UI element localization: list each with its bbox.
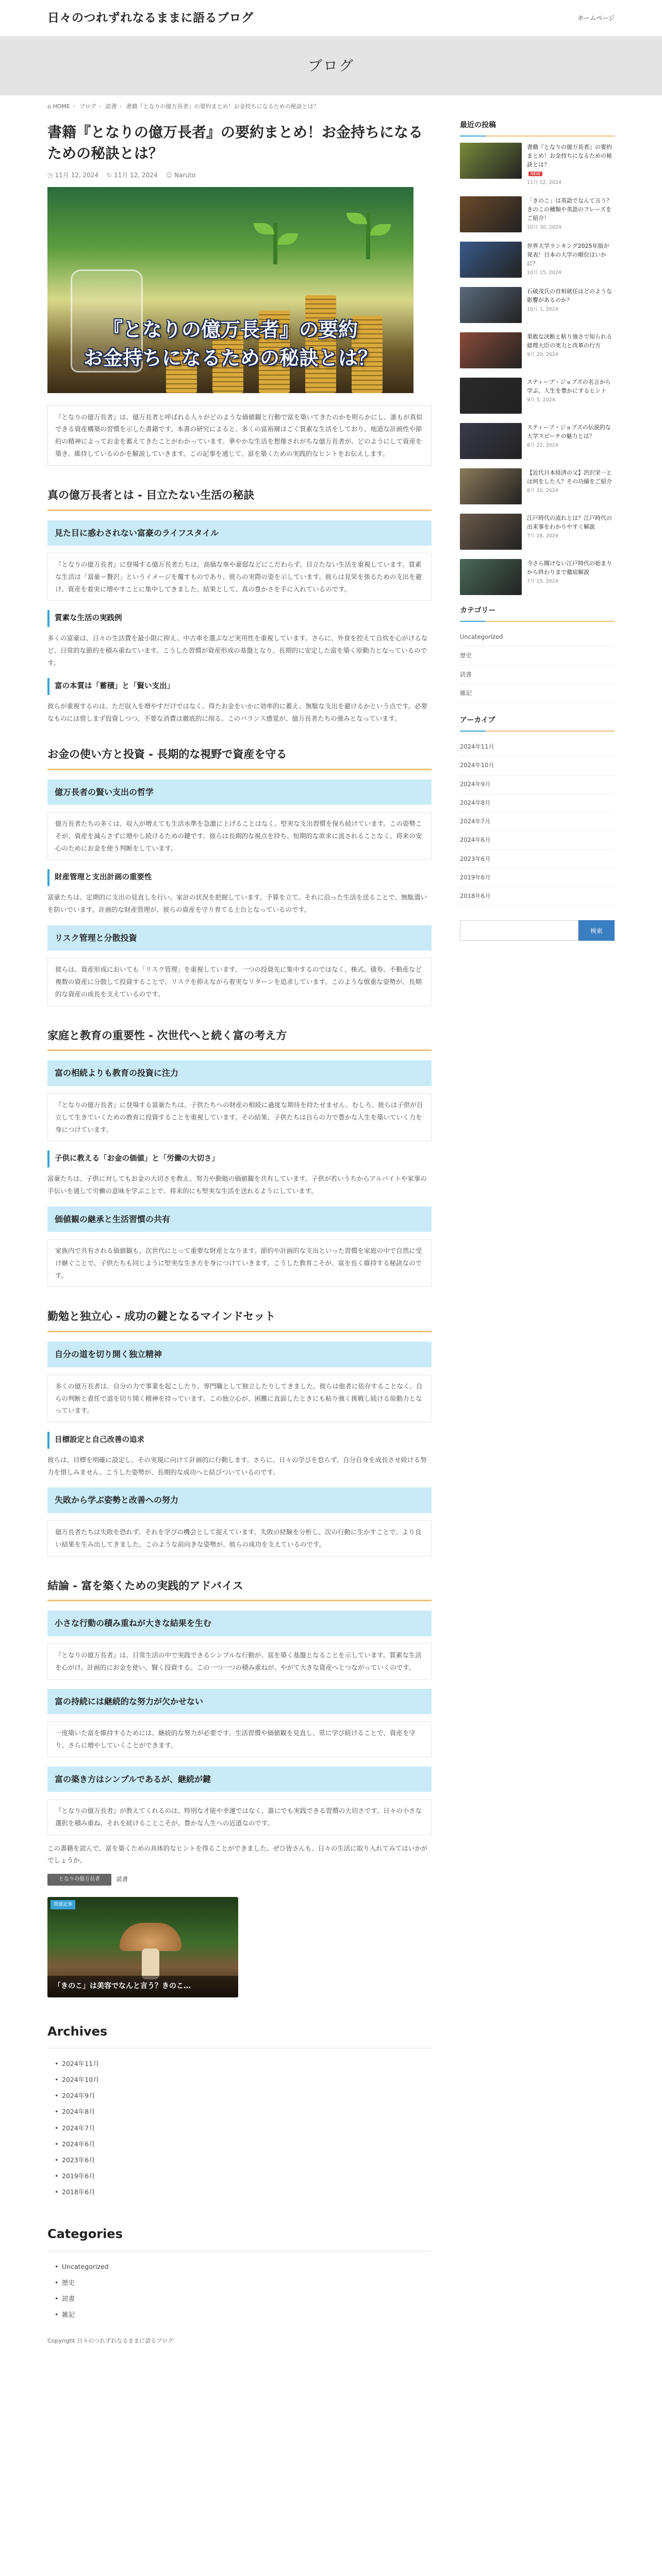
nav-home-link[interactable]: ホームページ [577, 14, 615, 22]
subsection-heading: 億万長者の賢い支出の哲学 [47, 779, 432, 805]
recent-posts-list [460, 143, 615, 595]
subsection-heading: 富の築き方はシンプルであるが、継続が鍵 [47, 1767, 432, 1792]
related-label: 関連記事 [51, 1900, 75, 1910]
post-thumbnail [460, 423, 522, 459]
post-thumbnail [460, 196, 522, 232]
page-hero [0, 36, 662, 95]
new-badge: NEW [528, 172, 542, 176]
category-list [460, 628, 615, 703]
sidebar-archive-link[interactable]: 2024年10月 [460, 756, 615, 775]
minor-heading: 子供に教える「お金の価値」と「労働の大切さ」 [47, 1150, 432, 1167]
section-heading: 真の億万長者とは - 目立たない生活の秘訣 [47, 485, 432, 511]
recent-post-info [527, 196, 615, 232]
subsection-text: 一度築いた富を維持するためには、継続的な努力が必要です。生活習慣や価値観を見直し、常に学び続けることで、資産を守り、さらに増やしていくことができます。 [47, 1721, 432, 1757]
subsection-heading: 富の持続には継続的な努力が欠かせない [47, 1689, 432, 1715]
recent-post-info [527, 378, 615, 414]
recent-post-info [527, 514, 615, 550]
sidebar-archive-link[interactable]: 2024年6月 [460, 831, 615, 850]
archive-link[interactable]: • 2024年9月 [55, 2088, 432, 2104]
recent-post-item[interactable] [460, 196, 615, 232]
related-title: 「きのこ」は美容でなんと言う？きのこ… [47, 1976, 238, 1997]
site-header [0, 0, 662, 36]
subsection-heading: 富の相続よりも教育の投資に注力 [47, 1060, 432, 1086]
post-title: 書籍『となりの億万長者』の要約まとめ！お金持ちになるための秘訣とは？ [47, 124, 423, 162]
breadcrumb-category[interactable]: 読書 [105, 103, 117, 110]
sidebar-archive-link[interactable]: 2019年6月 [460, 869, 615, 887]
sidebar-category-link[interactable]: Uncategorized [460, 628, 615, 647]
recent-post-info [527, 332, 615, 368]
category-link[interactable]: 読書 [117, 1876, 128, 1883]
main-content [47, 118, 432, 2346]
recent-post-title[interactable]: 石破茂氏の首相就任はどのような影響があるのか？ [527, 288, 612, 304]
recent-post-item[interactable] [460, 242, 615, 278]
post-thumbnail [460, 514, 522, 550]
category-link[interactable]: • 歴史 [55, 2275, 432, 2291]
closing-text: この書籍を読んで、富を築くための具体的なヒントを得ることができました。ぜひ皆さんも、日々の生活に取り入れてみてはいかがでしょうか。 [47, 1844, 428, 1865]
archive-list [460, 738, 615, 906]
category-link[interactable]: • 雑記 [55, 2307, 432, 2323]
recent-post-date: 7月 28, 2024 [527, 533, 558, 539]
minor-heading: 富の本質は「蓄積」と「賢い支出」 [47, 678, 432, 695]
recent-post-info [527, 242, 615, 278]
subsection-text: 『となりの億万長者』に登場する富豪たちは、子供たちへの財産の相続に過度な期待を持たせません。むしろ、彼らは子供が自立して生きていくための教育に投資することを重視しています。その結果、子供たちは自らの力で豊かな人生を築いていく力を身につけています。 [47, 1093, 432, 1141]
subsection-text: 家族内で共有される価値観も、次世代にとって重要な財産となります。節約や計画的な支出といった習慣を家庭の中で自然に受け継ぐことで、子供たちも同じように堅実な生き方を身につけていきます。こうした教育こそが、富を長く維持する秘訣なのです。 [47, 1239, 432, 1287]
related-post-card[interactable] [47, 1897, 238, 1997]
categories-list [47, 2259, 432, 2323]
subsection-text: 『となりの億万長者』に登場する億万長者たちは、高価な車や豪邸などにこだわらず、目立たない生活を重視しています。質素な生活は「富豪＝贅沢」というイメージを覆すものであり、彼らの実際の姿を示しています。彼らは見栄を張るための支出を避け、資産を着実に増やすことに集中してきました。結果として、真の豊かさを手に入れているのです。 [47, 553, 432, 601]
site-title[interactable]: 日々のつれずれなるままに語るブログ [47, 11, 254, 25]
archive-link[interactable]: • 2019年6月 [55, 2168, 432, 2184]
recent-post-title[interactable]: スティーブ・ジョブズの名言から学ぶ、人生を豊かにするヒント [527, 379, 611, 395]
subsection-text: 彼らは、資産形成においても「リスク管理」を重視しています。一つの投資先に集中するのではなく、株式、債券、不動産など複数の資産に分散して投資することで、リスクを抑えながら着実なリターンを追求しています。このような慎重な姿勢が、長期的な資産の成長を支えているのです。 [47, 958, 432, 1006]
category-link[interactable]: • 読書 [55, 2291, 432, 2307]
sidebar-archive-link[interactable]: 2018年6月 [460, 887, 615, 906]
archive-link[interactable]: • 2023年6月 [55, 2152, 432, 2168]
recent-post-date: 8月 10, 2024 [527, 488, 558, 494]
archive-link[interactable]: • 2024年11月 [55, 2056, 432, 2072]
section-heading: 家庭と教育の重要性 - 次世代へと続く富の考え方 [47, 1026, 432, 1052]
updated-date: 11月 12, 2024 [114, 171, 158, 179]
subsection-text: 億万長者たちの多くは、収入が増えても生活水準を急激に上げることはなく、堅実な支出習慣を保ち続けています。この姿勢こそが、資産を減らさずに増やし続けるための鍵です。彼らは長期的な視点を持ち、短期的な欲求に流されることなく、将来の安心のためにお金を使う判断をしています。 [47, 812, 432, 860]
recent-post-date: 10月 15, 2024 [527, 270, 561, 276]
subsection-text: 『となりの億万長者』は、日常生活の中で実践できるシンプルな行動が、富を築く基盤となることを示しています。質素な生活を心がけ、計画的にお金を使い、賢く投資する。この一つ一つの積み重ねが、やがて大きな資産へとつながっていくのです。 [47, 1643, 432, 1680]
subsection-heading: 価値観の継承と生活習慣の共有 [47, 1207, 432, 1232]
archive-link[interactable]: • 2024年8月 [55, 2104, 432, 2120]
recent-post-date: 11月 12, 2024 [527, 180, 561, 186]
minor-text: 多くの富豪は、日々の生活費を最小限に抑え、中古車を選ぶなど実用性を重視しています。さらに、外食を控えて自炊を心がけるなど、日常的な節約を積み重ねています。こうした習慣が資産形成の基盤となり、長期的に安定した富を築く原動力となっているのです。 [47, 634, 428, 667]
archive-link[interactable]: • 2018年6月 [55, 2184, 432, 2200]
recent-post-date: 9月 20, 2024 [527, 352, 558, 358]
post-thumbnail [460, 143, 522, 179]
post-thumbnail [460, 378, 522, 414]
refresh-icon: ↻ [107, 171, 112, 179]
subsection-heading: 失敗から学ぶ姿勢と改善への努力 [47, 1487, 432, 1513]
recent-post-item[interactable] [460, 514, 615, 550]
minor-heading: 質素な生活の実践例 [47, 610, 432, 627]
recent-post-date: 8月 22, 2024 [527, 443, 558, 449]
sidebar-archive-link[interactable]: 2024年9月 [460, 775, 615, 794]
category-link[interactable]: • Uncategorized [55, 2259, 432, 2275]
tag-link[interactable]: となりの億万長者 [47, 1874, 111, 1886]
eyecatch-image [47, 187, 413, 393]
recent-posts-heading: 最近の投稿 [460, 119, 615, 137]
recent-post-date: 9月 5, 2024 [527, 397, 555, 403]
minor-text: 富豪たちは、定期的に支出の見直しを行い、家計の状況を把握しています。予算を立て、それに沿った生活を送ることで、無駄遣いを防いでいます。計画的な財産管理が、彼らの資産を守り育てる土台となっているのです。 [47, 893, 427, 914]
recent-post-title[interactable]: 今さら聞けない江戸時代の始まりから終わりまで徹底解説 [527, 560, 612, 576]
minor-text: 彼らは、目標を明確に設定し、その実現に向けて計画的に行動します。さらに、日々の学びを怠らず、自分自身を成長させ続ける努力を惜しみません。こうした姿勢が、長期的な成功へと結びついているのです。 [47, 1455, 427, 1476]
post-tags [47, 1874, 432, 1886]
sidebar-category-link[interactable]: 雑記 [460, 684, 615, 703]
recent-post-item[interactable] [460, 378, 615, 414]
footer-copyright: Copyright 日々のつれずれなるままに語るブログ [47, 2337, 174, 2345]
search-input[interactable] [460, 920, 578, 941]
minor-text: 富豪たちは、子供に対してもお金の大切さを教え、努力や勤勉の価値観を共有しています。子供が若いうちからアルバイトや家事の手伝いを通して労働の意味を学ぶことで、将来的にも堅実な生活を送れるようにしています。 [47, 1175, 427, 1195]
subsection-heading: リスク管理と分散投資 [47, 925, 432, 951]
mushroom-image [120, 1923, 181, 1951]
recent-post-item[interactable] [460, 468, 615, 504]
recent-post-title[interactable]: スティーブ・ジョブズの伝説的な大学スピーチの魅力とは？ [527, 424, 611, 440]
category-heading: カテゴリー [460, 604, 615, 622]
breadcrumb-home[interactable]: HOME [53, 103, 70, 110]
breadcrumb-blog[interactable]: ブログ [79, 103, 96, 110]
subsection-heading: 自分の道を切り開く独立精神 [47, 1342, 432, 1367]
recent-post-date: 7月 15, 2024 [527, 579, 558, 585]
minor-heading: 財産管理と支出計画の重要性 [47, 869, 432, 886]
sidebar-archive-link[interactable]: 2023年6月 [460, 850, 615, 869]
published-date: 11月 12, 2024 [55, 171, 99, 179]
sidebar-category-link[interactable]: 歴史 [460, 647, 615, 665]
search-button[interactable]: 検索 [578, 920, 615, 941]
user-icon: ☺ [166, 171, 173, 179]
post-thumbnail [460, 242, 522, 278]
recent-post-title[interactable]: 【近代日本経済の父】渋沢栄一とは何をした人？その功績をご紹介 [527, 469, 612, 485]
recent-post-item[interactable] [460, 423, 615, 459]
post-thumbnail [460, 287, 522, 323]
section-heading: 勤勉と独立心 - 成功の鍵となるマインドセット [47, 1307, 432, 1332]
intro-text: 『となりの億万長者』は、億万長者と呼ばれる人々がどのような価値観と行動で富を築いてきたのかを明らかにし、誰もが真似できる資産構築の習慣を示した書籍です。本書の研究によると、多くの富裕層はごく質素な生活をしており、地道な計画性や節約の精神によってお金を蓄えてきたことがわかっています。華やかな生活を想像されがちな億万長者が、どのようにして資産を築き、維持しているのかを解説していきます。この記事を通じて、富を築くための実践的なヒントをお伝えします。 [47, 405, 432, 466]
subsection-heading: 見た目に惑わされない富豪のライフスタイル [47, 520, 432, 546]
archive-heading: アーカイブ [460, 714, 615, 732]
categories-heading: Categories [47, 2223, 432, 2251]
recent-post-title[interactable]: 世界大学ランキング2025年版が発表！日本の大学の順位はいかに？ [527, 243, 609, 267]
archive-link[interactable]: • 2024年10月 [55, 2072, 432, 2088]
clock-icon: ◷ [47, 171, 53, 179]
archives-list [47, 2056, 432, 2200]
recent-post-info [527, 287, 615, 323]
post-thumbnail [460, 332, 522, 368]
recent-post-info [527, 423, 615, 459]
recent-post-item[interactable] [460, 287, 615, 323]
breadcrumb-current: 書籍『となりの億万長者』の要約まとめ！お金持ちになるための秘訣とは？ [126, 103, 319, 110]
archive-link[interactable]: • 2024年6月 [55, 2136, 432, 2152]
recent-post-title[interactable]: 果敢な決断と粘り強さで知られる総理大臣の実力と改革の行方 [527, 333, 612, 349]
sidebar-archive-link[interactable]: 2024年11月 [460, 738, 615, 756]
recent-post-date: 10月 30, 2024 [527, 225, 561, 231]
recent-post-item[interactable] [460, 332, 615, 368]
hero-title: ブログ [307, 57, 354, 74]
post-thumbnail [460, 559, 522, 595]
sidebar [460, 118, 615, 2346]
recent-post-info [527, 559, 615, 595]
article-sections [47, 485, 432, 1835]
search-form [460, 920, 615, 941]
recent-post-item[interactable] [460, 559, 615, 595]
sidebar-archive-link[interactable]: 2024年8月 [460, 794, 615, 812]
recent-post-title[interactable]: 江戸時代の流れとは？江戸時代の出来事をわかりやすく解説 [527, 515, 612, 531]
sidebar-category-link[interactable]: 読書 [460, 666, 615, 684]
recent-post-date: 10月 1, 2024 [527, 307, 558, 313]
minor-heading: 目標設定と自己改善の追求 [47, 1432, 432, 1449]
recent-post-title[interactable]: 書籍『となりの億万長者』の要約まとめ！お金持ちになるための秘訣とは？ [527, 144, 612, 168]
archive-link[interactable]: • 2024年7月 [55, 2120, 432, 2136]
post-meta [47, 170, 432, 181]
breadcrumb: ⌂ HOME › ブログ › 読書 › 書籍『となりの億万長者』の要約まとめ！お金持ちになるための秘訣とは？ [47, 103, 319, 110]
eyecatch-caption: 『となりの億万長者』の要約 お金持ちになるための秘訣とは？ [83, 318, 377, 369]
archives-heading: Archives [47, 2020, 432, 2048]
sidebar-archive-link[interactable]: 2024年7月 [460, 812, 615, 831]
recent-post-item[interactable] [460, 143, 615, 187]
recent-post-title[interactable]: 「きのこ」は英語でなんて言う？きのこの種類や英語のフレーズをご紹介！ [527, 197, 612, 222]
home-icon: ⌂ [47, 103, 51, 110]
subsection-text: 億万長者たちは失敗を恐れず、それを学びの機会として捉えています。失敗の経験を分析し、次の行動に生かすことで、より良い結果を生み出してきました。このような前向きな姿勢が、彼らの成功を支えているのです。 [47, 1520, 432, 1556]
subsection-heading: 小さな行動の積み重ねが大きな結果を生む [47, 1611, 432, 1636]
subsection-text: 多くの億万長者は、自分の力で事業を起こしたり、専門職として独立したりしてきました。彼らは他者に依存することなく、自らの判断と責任で道を切り開く精神を持っています。この独立心が、困難に直面したときにも粘り強く挑戦し続ける原動力となっています。 [47, 1375, 432, 1422]
author-name[interactable]: Naruto [174, 171, 196, 179]
post-thumbnail [460, 468, 522, 504]
recent-post-info [527, 468, 615, 504]
subsection-text: 『となりの億万長者』が教えてくれるのは、特別な才能や幸運ではなく、誰にでも実践できる習慣の大切さです。日々の小さな選択を積み重ね、それを続けることこそが、豊かな人生への近道なのです。 [47, 1799, 432, 1835]
section-heading: お金の使い方と投資 - 長期的な視野で資産を守る [47, 744, 432, 770]
recent-post-info [527, 143, 615, 187]
section-heading: 結論 - 富を築くための実践的アドバイス [47, 1576, 432, 1602]
minor-text: 彼らが重視するのは、ただ収入を増やすだけではなく、得たお金をいかに効率的に蓄え、無駄な支出を避けるかという点です。必要なものには惜しまず投資しつつ、不要な消費は徹底的に削る。このバランス感覚が、億万長者たちの強みとなっています。 [47, 702, 428, 723]
